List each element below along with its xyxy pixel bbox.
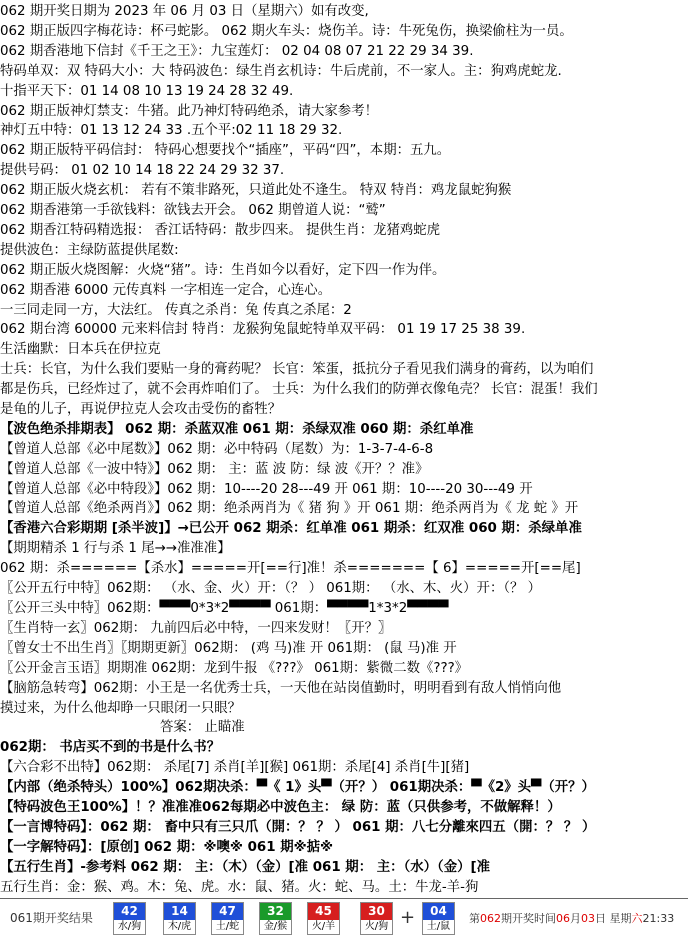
text-line: 摸过来，为什么他却睁一只眼闭一只眼？ xyxy=(0,701,242,716)
text-line: 062 期香港第一手欲钱料：欲钱去开会。 062 期曾道人说：“鹫” xyxy=(0,203,386,218)
ball-zodiac: 金/猴 xyxy=(260,920,291,934)
next-draw-info: 第062期开奖时间06月03日 星期六21:33 xyxy=(469,912,675,925)
ball-zodiac: 火/羊 xyxy=(308,920,339,934)
text-line: 062 期正版特平码信封： 特码心想要找个“插座”，平码“四”，本期：五九。 xyxy=(0,143,451,158)
text-line: 062 期正版四字梅花诗：杯弓蛇影。 062 期火车头：烧伤羊。诗：牛死兔伤，换梁偷柱为一员。 xyxy=(0,24,573,39)
text-line: 【六合彩不出特】062期： 杀尾[7] 杀肖[羊][猴] 061期：杀尾[4] 杀肖[牛][猪] xyxy=(0,760,470,775)
draw-ball xyxy=(259,902,292,935)
draw-ball xyxy=(163,902,196,935)
text-line: 062 期香港地下信封《千王之王》：九宝莲灯： 02 04 08 07 21 22 29 34 39. xyxy=(0,44,474,59)
draw-result-title: 061期开奖结果 xyxy=(10,911,93,925)
text-line: 【波色绝杀排期表】 062 期：杀蓝双准 061 期：杀绿双准 060 期：杀红单准 xyxy=(0,422,474,437)
draw-ball xyxy=(211,902,244,935)
draw-ball xyxy=(422,902,455,935)
ball-number: 04 xyxy=(423,903,454,920)
text-line: 五行生肖：金：猴、鸡。木：兔、虎。水：鼠、猪。火：蛇、马。土：牛龙-羊-狗 xyxy=(0,880,479,895)
text-line: 062 期香江特码精选报： 香江话特码：散步四来。 提供生肖：龙猪鸡蛇虎 xyxy=(0,223,441,238)
ball-zodiac: 火/狗 xyxy=(361,920,392,934)
text-line: 〖生肖特一玄〗062期： 九前四后必中特，一四来发财！〖开？〗 xyxy=(0,621,392,636)
plus-sign: + xyxy=(400,907,416,928)
ball-zodiac: 水/狗 xyxy=(114,920,145,934)
text-line: 提供波色：主绿防蓝提供尾数: xyxy=(0,243,179,258)
text-line: 【期期精杀 1 行与杀 1 尾→→准准准】 xyxy=(0,541,231,556)
text-line: 〖公开三头中特〗062期：▀▀▀0*3*2▀▀▀▀ 061期：▀▀▀▀1*3*2▀▀▀▀ xyxy=(0,601,449,616)
draw-result-bar xyxy=(0,898,688,938)
text-line: 特码单双：双 特码大小：大 特码波色：绿生肖玄机诗：牛后虎前，不一家人。主：狗鸡虎蛇龙. xyxy=(0,64,562,79)
text-line: 062 期台湾 60000 元来料信封 特肖：龙猴狗兔鼠蛇特单双平码： 01 19 17 25 38 39. xyxy=(0,322,526,337)
text-line: 【五行生肖】-参考料 062 期： 主：（木）（金）[准 061 期： 主：（水）（金）[准 xyxy=(0,860,490,875)
text-line: 【一言博特码】：062 期： 畜中只有三只爪（開：？ ？ ） 061 期：八七分離來四五（開：？ ？ ） xyxy=(0,820,596,835)
ball-number: 45 xyxy=(308,903,339,920)
ball-zodiac: 土/鼠 xyxy=(423,920,454,934)
draw-ball xyxy=(113,902,146,935)
text-line: 062期： 书店买不到的书是什么书？ xyxy=(0,740,221,755)
text-line: 【曾道人总部《必中特段》】062 期：10----20 28---49 开 061 期：10----20 30---49 开 xyxy=(0,482,533,497)
draw-ball xyxy=(360,902,393,935)
text-line: 〖公开五行中特〗062期： （水、金、火）开：（？ ） 061期： （水、木、火）开：（？ ） xyxy=(0,581,542,596)
ball-number: 30 xyxy=(361,903,392,920)
ball-zodiac: 土/蛇 xyxy=(212,920,243,934)
text-line: 062 期正版火烧玄机： 若有不策非路死，只道此处不逢生。 特双 特肖：鸡龙鼠蛇狗猴 xyxy=(0,183,512,198)
ball-number: 14 xyxy=(164,903,195,920)
text-line: 〖曾女士不出生肖〗〖期期更新〗062期： (鸡 马)准 开 061期： (鼠 马)准 开 xyxy=(0,641,457,656)
text-line: 【特码波色王100%】！？准准准062每期必中波色主： 绿 防：蓝（只供参考，不做解释！） xyxy=(0,800,561,815)
text-line: 062 期：杀======【杀水】=====开[==行]准！杀=======【 6】=====开[==尾] xyxy=(0,561,581,576)
text-line: 答案： 止瞄准 xyxy=(160,720,245,735)
text-line: 神灯五中特：01 13 12 24 33 .五个平:02 11 18 29 32. xyxy=(0,123,343,138)
text-line: 062 期香港 6000 元传真料 一字相连一定合，心连心。 xyxy=(0,283,332,298)
ball-number: 32 xyxy=(260,903,291,920)
text-line: 士兵：长官，为什么我们要贴一身的膏药呢？ 长官：笨蛋，抵抗分子看见我们满身的膏药，以为咱们 xyxy=(0,362,594,377)
ball-number: 47 xyxy=(212,903,243,920)
text-line: 是龟的儿子，再说伊拉克人会攻击受伤的畜牲？ xyxy=(0,402,282,417)
text-line: 【内部（绝杀特头）100%】062期决杀：▀《 1》头▀（开？） 061期决杀：▀《2》头▀（开？） xyxy=(0,780,595,795)
text-line: 【一字解特码】：[原创] 062 期：※噢※ 061 期※掂※ xyxy=(0,840,334,855)
text-line: 062 期开奖日期为 2023 年 06 月 03 日（星期六）如有改变, xyxy=(0,4,369,19)
text-line: 【香港六合彩期期 [杀半波]】→已公开 062 期杀：红单准 061 期杀：红双准 060 期：杀绿单准 xyxy=(0,521,582,536)
text-line: 都是伤兵，已经炸过了，就不会再炸咱们了。 士兵：为什么我们的防弹衣像龟壳？ 长官：混蛋！我们 xyxy=(0,382,598,397)
ball-number: 42 xyxy=(114,903,145,920)
text-line: 〖公开金言玉语〗期期准 062期：龙到牛报 《???》 061期：紫微二数《???》 xyxy=(0,661,469,676)
ball-zodiac: 木/虎 xyxy=(164,920,195,934)
text-line: 提供号码： 01 02 10 14 18 22 24 29 32 37. xyxy=(0,163,285,178)
text-line: 062 期正版火烧图解：火烧“猪”。诗：生肖如今以看好，定下四一作为伴。 xyxy=(0,263,446,278)
text-line: 062 期正版神灯禁支：牛猪。此乃神灯特码绝杀，请大家参考！ xyxy=(0,104,378,119)
text-line: 生活幽默：日本兵在伊拉克 xyxy=(0,342,161,357)
text-line: 【曾道人总部《绝杀两肖》】062 期：绝杀两肖为《 猪 狗 》开 061 期：绝杀两肖为《 龙 蛇 》开 xyxy=(0,501,579,516)
text-line: 一三同走同一方，大法红。 传真之杀肖：兔 传真之杀尾：2 xyxy=(0,303,352,318)
text-line: 【脑筋急转弯】062期：小王是一名优秀士兵，一天他在站岗值勤时，明明看到有敌人悄悄向他 xyxy=(0,681,562,696)
text-line: 十指平天下：01 14 08 10 13 19 24 28 32 49. xyxy=(0,84,294,99)
draw-ball xyxy=(307,902,340,935)
text-line: 【曾道人总部《必中尾数》】062 期：必中特码（尾数）为：1-3-7-4-6-8 xyxy=(0,442,434,457)
text-line: 【曾道人总部《一波中特》】062 期： 主：蓝 波 防：绿 波《开？？准》 xyxy=(0,462,429,477)
